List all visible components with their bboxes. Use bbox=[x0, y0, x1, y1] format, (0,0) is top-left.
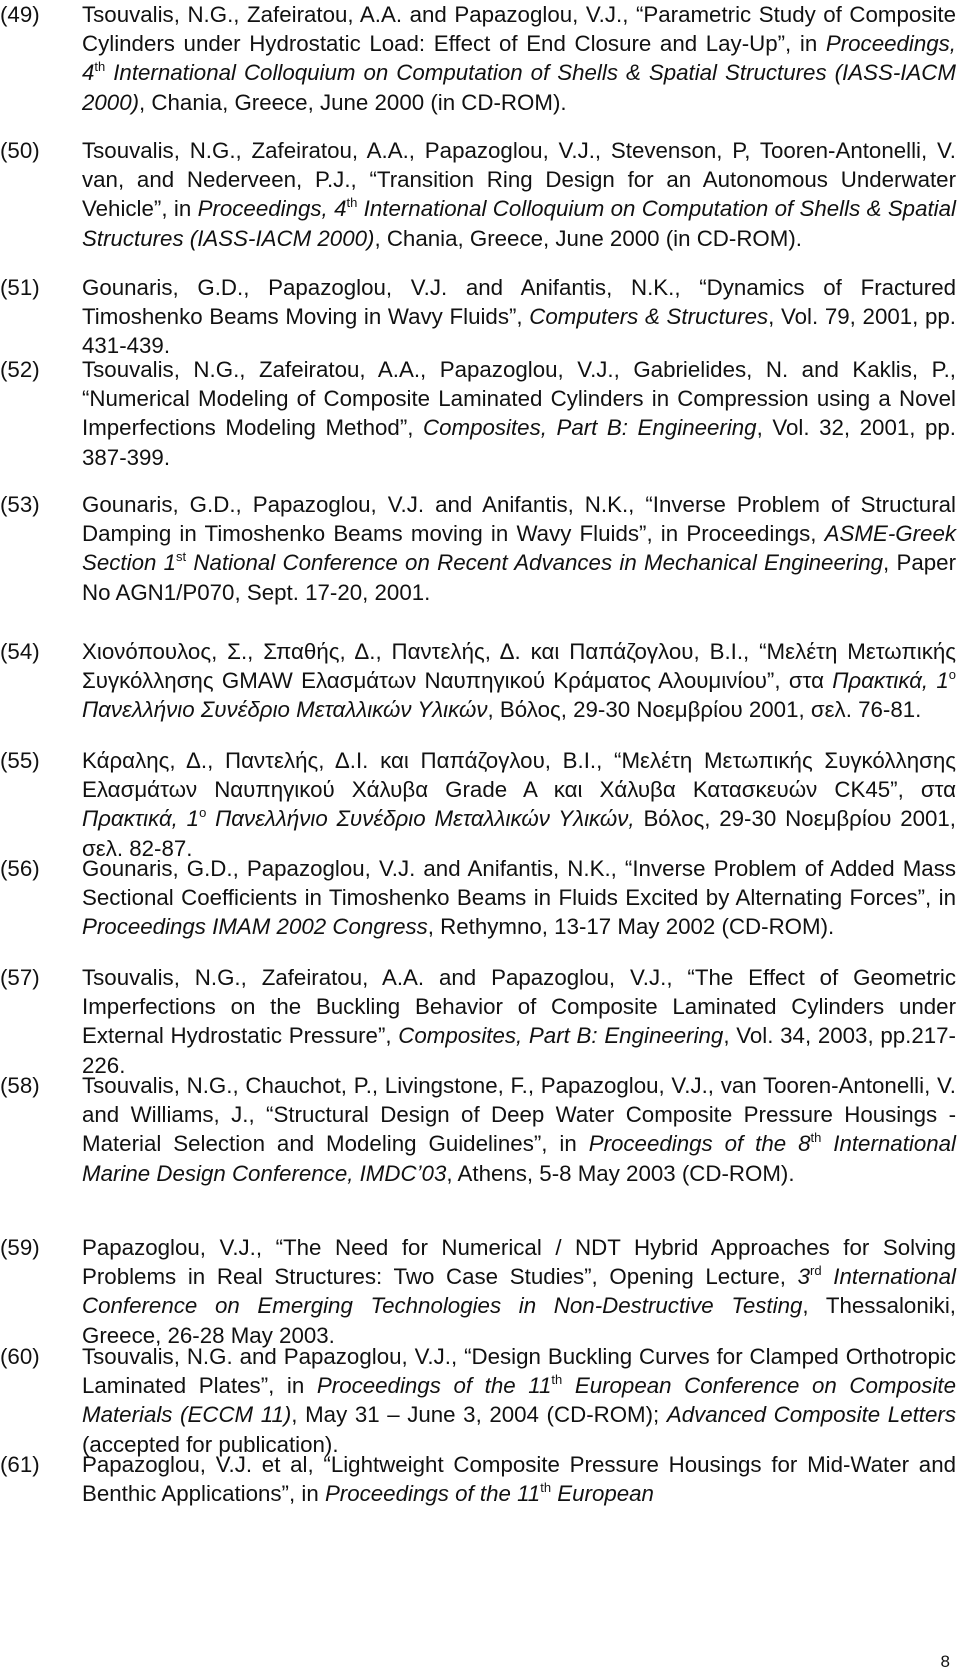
reference-italic-text: Advanced Composite Letters bbox=[666, 1402, 956, 1428]
reference-text bbox=[82, 1071, 956, 1188]
page-number: 8 bbox=[940, 1652, 950, 1671]
reference-plain-text: , Chania, Greece, June 2000 (in CD-ROM). bbox=[139, 89, 567, 115]
reference-italic-text: Proceedings, 4 bbox=[197, 196, 347, 222]
reference-italic-text: Πρακτικά, 1 bbox=[82, 806, 200, 832]
reference-superscript: th bbox=[551, 1371, 563, 1387]
reference-italic-text: International Colloquium on Computation of Shells & Spatial Structures (IASS-IACM 2000) bbox=[82, 196, 956, 251]
reference-plain-text: Tsouvalis, N.G., Zafeiratou, A.A. and Papazoglou, V.J., “The Effect of Geometric Imperfections on the Buckling Behavior of Composite Laminated Cylinders under External Hydrostatic Pressure”, bbox=[82, 965, 956, 1049]
reference-plain-text: Gounaris, G.D., Papazoglou, V.J. and Anifantis, N.K., “Dynamics of Fractured Timoshenko Beams Moving in Wavy Fluids”, bbox=[82, 275, 956, 330]
reference-plain-text: Tsouvalis, N.G., Zafeiratou, A.A., Papazoglou, V.J., Stevenson, P, Tooren-Antonelli, V. van, and Nederveen, P.J., “Transition Ring Design for an Autonomous Underwater Vehicle”, in bbox=[82, 138, 956, 222]
reference-item bbox=[0, 355, 956, 472]
reference-superscript: st bbox=[176, 548, 187, 564]
reference-italic-text: International Colloquium on Computation of Shells & Spatial Structures (IASS-IACM 2000) bbox=[82, 60, 956, 115]
reference-plain-text: Tsouvalis, N.G., Zafeiratou, A.A. and Papazoglou, V.J., “Parametric Study of Composite Cylinders under Hydrostatic Load: Effect of End Closure and Lay-Up”, in bbox=[82, 2, 956, 57]
reference-number: (57) bbox=[0, 965, 40, 990]
reference-italic-text: Composites, Part B: Engineering bbox=[423, 415, 757, 441]
reference-plain-text: Tsouvalis, N.G., Zafeiratou, A.A., Papazoglou, V.J., Gabrielides, N. and Kaklis, P., “Numerical Modeling of Composite Laminated Cylinders in Compression using a Novel Imperfections Modeling Method”, bbox=[82, 357, 956, 441]
reference-italic-text: 3 bbox=[797, 1264, 811, 1290]
reference-text bbox=[82, 1342, 956, 1459]
reference-italic-text: International Marine Design Conference, IMDC’03 bbox=[82, 1131, 956, 1186]
reference-number: (59) bbox=[0, 1235, 40, 1260]
reference-text bbox=[82, 355, 956, 472]
reference-item bbox=[0, 1342, 956, 1459]
reference-number: (50) bbox=[0, 138, 40, 163]
reference-item bbox=[0, 490, 956, 607]
reference-italic-text: Proceedings of the 11 bbox=[316, 1373, 552, 1399]
reference-plain-text: Κάραλης, Δ., Παντελής, Δ.Ι. και Παπάζογλου, Β.Ι., “Μελέτη Μετωπικής Συγκόλλησης Ελασμάτων Ναυπηγικού Χάλυβα Grade A και Χάλυβα Κατασκευών CK45”, στα bbox=[82, 748, 956, 803]
reference-number: (53) bbox=[0, 492, 40, 517]
reference-item bbox=[0, 1233, 956, 1350]
reference-item bbox=[0, 0, 956, 117]
reference-item bbox=[0, 1071, 956, 1188]
reference-text bbox=[82, 637, 956, 725]
reference-superscript: ο bbox=[199, 804, 207, 820]
reference-superscript: th bbox=[346, 194, 358, 210]
reference-plain-text: , Chania, Greece, June 2000 (in CD-ROM). bbox=[374, 225, 802, 251]
reference-italic-text: Πανελλήνιο Συνέδριο Μεταλλικών Υλικών, bbox=[206, 806, 635, 832]
reference-italic-text: Proceedings of the 11 bbox=[324, 1481, 541, 1507]
reference-plain-text: Papazoglou, V.J., “The Need for Numerical / NDT Hybrid Approaches for Solving Problems in Real Structures: Two Case Studies”, Opening Lecture, bbox=[82, 1235, 956, 1290]
reference-plain-text: , Thessaloniki, Greece, 26-28 May 2003. bbox=[82, 1293, 956, 1348]
reference-italic-text: European bbox=[551, 1481, 654, 1507]
reference-item bbox=[0, 963, 956, 1080]
reference-text bbox=[82, 854, 956, 942]
reference-plain-text: , Rethymno, 13-17 May 2002 (CD-ROM). bbox=[427, 914, 835, 940]
reference-number: (58) bbox=[0, 1073, 40, 1098]
reference-italic-text: ASME-Greek Section 1 bbox=[82, 521, 956, 576]
reference-item bbox=[0, 854, 956, 942]
reference-plain-text: Tsouvalis, N.G., Chauchot, P., Livingstone, F., Papazoglou, V.J., van Tooren-Antonelli, V. and Williams, J., “Structural Design of Deep Water Composite Pressure Housings - Material Selection and Modeling Guidelines”, in bbox=[82, 1073, 956, 1157]
reference-italic-text: International Conference on Emerging Technologies in Non-Destructive Testing bbox=[82, 1264, 957, 1319]
reference-text bbox=[82, 273, 956, 361]
reference-plain-text: (accepted for publication). bbox=[82, 1431, 339, 1457]
reference-plain-text: Χιονόπουλος, Σ., Σπαθής, Δ., Παντελής, Δ. και Παπάζογλου, Β.Ι., “Μελέτη Μετωπικής Συγκόλλησης GMAW Ελασμάτων Ναυπηγικού Κράματος Αλουμινίου”, στα bbox=[82, 639, 956, 694]
reference-text bbox=[82, 1233, 956, 1350]
reference-text bbox=[82, 963, 956, 1080]
reference-number: (56) bbox=[0, 856, 40, 881]
reference-text bbox=[82, 1450, 956, 1508]
reference-superscript: rd bbox=[810, 1262, 822, 1278]
reference-italic-text: Proceedings IMAM 2002 Congress bbox=[82, 914, 428, 940]
reference-item bbox=[0, 1450, 956, 1508]
reference-plain-text: Gounaris, G.D., Papazoglou, V.J. and Anifantis, N.K., “Inverse Problem of Added Mass Sectional Coefficients in Timoshenko Beams in Fluids Excited by Alternating Forces”, in bbox=[82, 856, 956, 911]
reference-plain-text: , Vol. 34, 2003, pp.217-226. bbox=[82, 1023, 956, 1078]
reference-italic-text: National Conference on Recent Advances in Mechanical Engineering bbox=[186, 550, 884, 576]
reference-italic-text: Proceedings, 4 bbox=[82, 31, 956, 86]
reference-number: (51) bbox=[0, 275, 40, 300]
reference-number: (60) bbox=[0, 1344, 40, 1369]
reference-plain-text: , Paper No AGN1/P070, Sept. 17-20, 2001. bbox=[82, 550, 957, 605]
reference-plain-text: Tsouvalis, N.G. and Papazoglou, V.J., “Design Buckling Curves for Clamped Orthotropic Laminated Plates”, in bbox=[82, 1344, 956, 1399]
reference-plain-text: , Vol. 79, 2001, pp. 431-439. bbox=[82, 304, 957, 359]
reference-superscript: th bbox=[540, 1479, 552, 1495]
reference-superscript: ο bbox=[948, 666, 957, 682]
reference-number: (52) bbox=[0, 357, 40, 382]
reference-text bbox=[82, 136, 956, 253]
reference-plain-text: , Athens, 5-8 May 2003 (CD-ROM). bbox=[446, 1160, 795, 1186]
reference-italic-text: Πρακτικά, 1 bbox=[832, 668, 949, 694]
reference-text bbox=[82, 0, 956, 117]
reference-plain-text: , Vol. 32, 2001, pp. 387-399. bbox=[82, 415, 956, 470]
reference-item bbox=[0, 136, 956, 253]
reference-number: (49) bbox=[0, 2, 40, 27]
reference-text bbox=[82, 746, 956, 863]
reference-item bbox=[0, 273, 956, 361]
reference-italic-text: Composites, Part B: Engineering bbox=[398, 1023, 724, 1049]
reference-plain-text: , Βόλος, 29-30 Νοεμβρίου 2001, σελ. 76-81. bbox=[487, 697, 922, 723]
reference-number: (61) bbox=[0, 1452, 40, 1477]
reference-item bbox=[0, 637, 956, 725]
reference-plain-text: , May 31 – June 3, 2004 (CD-ROM); bbox=[291, 1402, 667, 1428]
reference-italic-text: Proceedings of the 8 bbox=[588, 1131, 811, 1157]
reference-item bbox=[0, 746, 956, 863]
reference-superscript: th bbox=[94, 58, 106, 74]
reference-italic-text: Πανελλήνιο Συνέδριο Μεταλλικών Υλικών bbox=[82, 697, 488, 723]
reference-number: (54) bbox=[0, 639, 40, 664]
reference-number: (55) bbox=[0, 748, 40, 773]
reference-text bbox=[82, 490, 956, 607]
reference-italic-text: European Conference on Composite Materials (ECCM 11) bbox=[82, 1373, 956, 1428]
reference-plain-text: Papazoglou, V.J. et al, “Lightweight Composite Pressure Housings for Mid-Water and Benthic Applications”, in bbox=[82, 1452, 956, 1507]
reference-plain-text: Βόλος, 29-30 Νοεμβρίου 2001, σελ. 82-87. bbox=[82, 806, 957, 861]
reference-italic-text: Computers & Structures bbox=[529, 304, 769, 330]
reference-plain-text: Gounaris, G.D., Papazoglou, V.J. and Anifantis, N.K., “Inverse Problem of Structural Damping in Timoshenko Beams moving in Wavy Fluids”, in Proceedings, bbox=[82, 492, 956, 547]
reference-superscript: th bbox=[810, 1129, 822, 1145]
